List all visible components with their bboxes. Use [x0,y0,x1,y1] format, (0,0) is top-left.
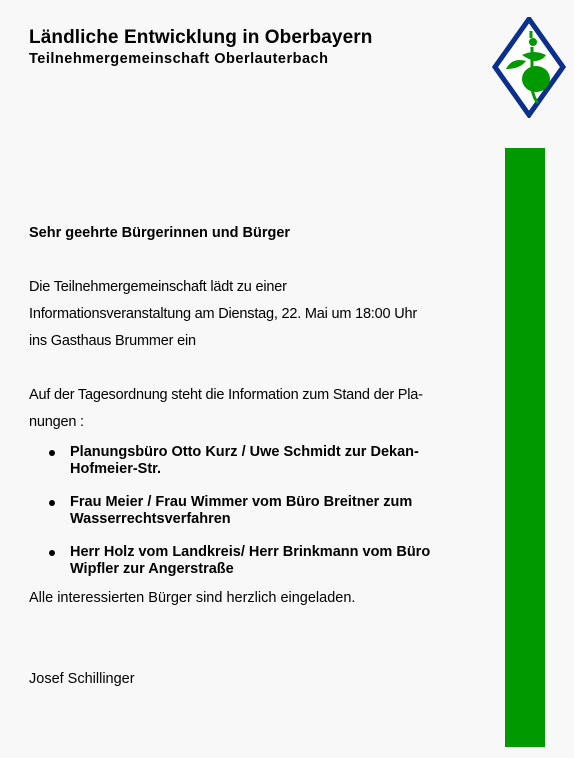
bullet-icon [49,500,55,506]
header-subtitle: Teilnehmergemeinschaft Oberlauterbach [29,51,329,67]
bullet-icon [49,550,55,556]
list-item [29,544,479,578]
bullet-icon [49,450,55,456]
signature: Josef Schillinger [29,671,135,687]
agenda-item-line: Hofmeier-Str. [70,461,162,477]
agenda-intro-line: nungen : [29,414,84,430]
list-item [29,444,479,478]
agenda-item-line: Wipfler zur Angerstraße [70,561,234,577]
list-item [29,494,479,528]
agenda-item-line: Planungsbüro Otto Kurz / Uwe Schmidt zur Dekan- [70,444,419,460]
agenda-intro [29,382,479,436]
agenda-item-line: Herr Holz vom Landkreis/ Herr Brinkmann vom Büro [70,544,431,560]
invitation-line: ins Gasthaus Brummer ein [29,333,196,349]
invitation-line: Informationsveranstaltung am Dienstag, 22. Mai um 18:00 Uhr [29,306,417,322]
letter-body [29,220,479,693]
agenda-intro-line: Auf der Tagesordnung steht die Information zum Stand der Pla- [29,387,423,403]
header-title: Ländliche Entwicklung in Oberbayern [29,27,373,48]
green-side-bar [505,148,545,747]
salutation: Sehr geehrte Bürgerinnen und Bürger [29,225,291,241]
invitation-paragraph [29,274,479,355]
agenda-list [29,444,479,578]
agenda-item-line: Wasserrechtsverfahren [70,511,231,527]
invitation-line: Die Teilnehmergemeinschaft lädt zu einer [29,279,287,295]
diamond-emblem-logo-icon [492,17,566,118]
closing-line: Alle interessierten Bürger sind herzlich eingeladen. [29,590,356,606]
agenda-item-line: Frau Meier / Frau Wimmer vom Büro Breitner zum [70,494,413,510]
